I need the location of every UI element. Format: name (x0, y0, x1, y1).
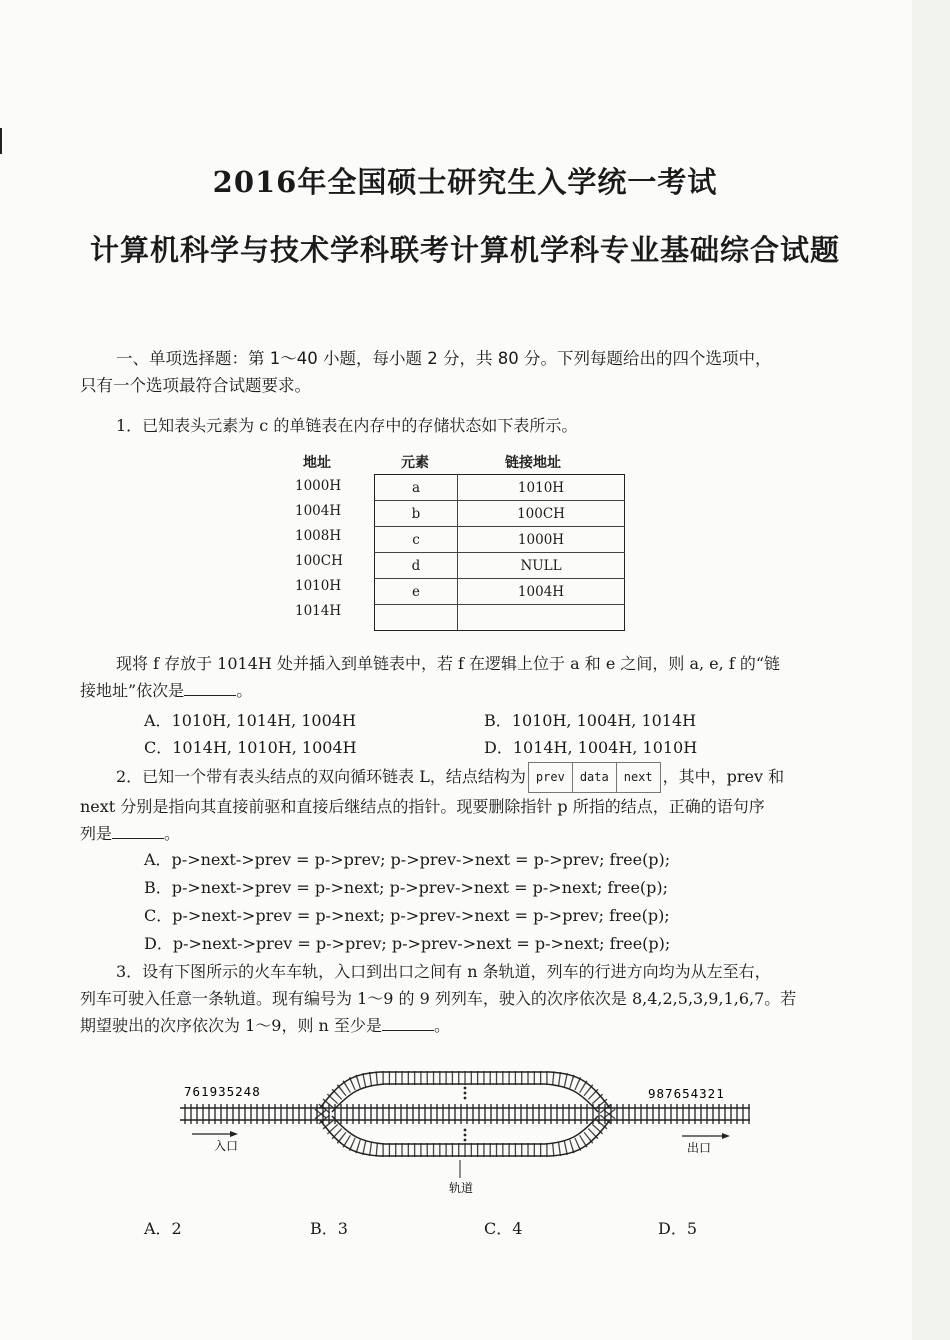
q2-option-a: A．p->next->prev = p->prev; p->prev->next = p->prev; free(p); (144, 850, 671, 869)
margin-mark (0, 128, 2, 154)
node-structure (528, 762, 661, 793)
element-cell: b (375, 501, 458, 527)
node-field-next: next (616, 763, 660, 792)
answer-blank (112, 820, 164, 839)
table-header-element: 元素 (401, 455, 429, 471)
main-track-left (180, 1104, 330, 1124)
memory-table (374, 474, 625, 631)
entrance-label: 入口 (214, 1139, 239, 1153)
table-row (375, 475, 625, 501)
node-field-data: data (572, 763, 616, 792)
q3-stem: 3．设有下图所示的火车车轨，入口到出口之间有 n 条轨道，列车的行进方向均为从左至右， 列车可驶入任意一条轨道。现有编号为 1～9 的 9 列列车，驶入的次序依次是 8,4,2,5,3,9,1,6,7。若 期望驶出的次序依次为 1～9，则 n 至少是 。 (80, 962, 797, 1035)
exit-label: 出口 (687, 1141, 712, 1155)
address-cell: 1004H (295, 503, 342, 519)
element-cell: c (375, 527, 458, 553)
section-line-1: 一、单项选择题：第 1～40 小题，每小题 2 分，共 80 分。下列每题给出的四个选项中， (116, 349, 772, 368)
answer-blank (184, 677, 236, 696)
link-cell: NULL (458, 553, 625, 579)
q1-stem: 1．已知表头元素为 c 的单链表在内存中的存储状态如下表所示。 (116, 416, 578, 435)
q3-option-d: D．5 (658, 1219, 698, 1238)
element-cell: a (375, 475, 458, 501)
q1-option-b: B．1010H, 1004H, 1014H (484, 711, 697, 730)
q3-option-a: A．2 (144, 1219, 182, 1238)
q1-option-d: D．1014H, 1004H, 1010H (484, 738, 698, 757)
q2-option-b: B．p->next->prev = p->next; p->prev->next = p->next; free(p); (144, 878, 669, 897)
q1-option-a: A．1010H, 1014H, 1004H (144, 711, 356, 730)
table-row (375, 553, 625, 579)
node-field-prev: prev (535, 770, 565, 784)
exit-arrow-head (722, 1133, 730, 1139)
address-cell: 1014H (295, 603, 342, 619)
table-header-link: 链接地址 (505, 455, 561, 471)
q2-option-d: D．p->next->prev = p->prev; p->prev->next = p->next; free(p); (144, 934, 671, 953)
link-cell: 100CH (458, 501, 625, 527)
address-cell: 1000H (295, 478, 342, 494)
q2-option-c: C．p->next->prev = p->next; p->prev->next = p->prev; free(p); (144, 906, 670, 925)
table-row (375, 501, 625, 527)
link-cell (458, 605, 625, 631)
address-cell: 100CH (295, 553, 343, 569)
q1-option-c: C．1014H, 1010H, 1004H (144, 738, 357, 757)
element-cell: e (375, 579, 458, 605)
track-middle (330, 1104, 590, 1124)
main-track-right (590, 1104, 750, 1124)
table-row (375, 605, 625, 631)
page-edge-shadow (912, 0, 950, 1340)
element-cell: d (375, 553, 458, 579)
table-header-address: 地址 (303, 455, 331, 471)
q2-stem: 2．已知一个带有表头结点的双向循环链表 L，结点结构为 prev data next ，其中，prev 和 next 分别是指向其直接前驱和直接后继结点的指针。现要删除指针 p 所指的结点，正确的语句序 列是 。 (80, 762, 860, 847)
link-cell: 1004H (458, 579, 625, 605)
address-cell: 1008H (295, 528, 342, 544)
railway-diagram (170, 1052, 770, 1202)
section-line-2: 只有一个选项最符合试题要求。 (80, 376, 311, 395)
exam-title: 2016年全国硕士研究生入学统一考试 (212, 165, 718, 199)
outgoing-sequence: 987654321 (648, 1086, 725, 1101)
q3-option-b: B．3 (310, 1219, 348, 1238)
table-row (375, 527, 625, 553)
q3-option-c: C．4 (484, 1219, 523, 1238)
table-row (375, 579, 625, 605)
entrance-arrow-head (230, 1131, 238, 1137)
q1-text: 现将 f 存放于 1014H 处并插入到单链表中，若 f 在逻辑上位于 a 和 e 之间，则 a, e, f 的“链 接地址”依次是 。 (80, 654, 781, 700)
link-cell: 1010H (458, 475, 625, 501)
incoming-sequence: 761935248 (184, 1084, 261, 1099)
link-cell: 1000H (458, 527, 625, 553)
section-heading (80, 345, 860, 399)
track-label: 轨道 (449, 1181, 474, 1195)
exam-subtitle: 计算机科学与技术学科联考计算机学科专业基础综合试题 (89, 233, 840, 267)
answer-blank (382, 1012, 434, 1031)
element-cell (375, 605, 458, 631)
address-cell: 1010H (295, 578, 342, 594)
